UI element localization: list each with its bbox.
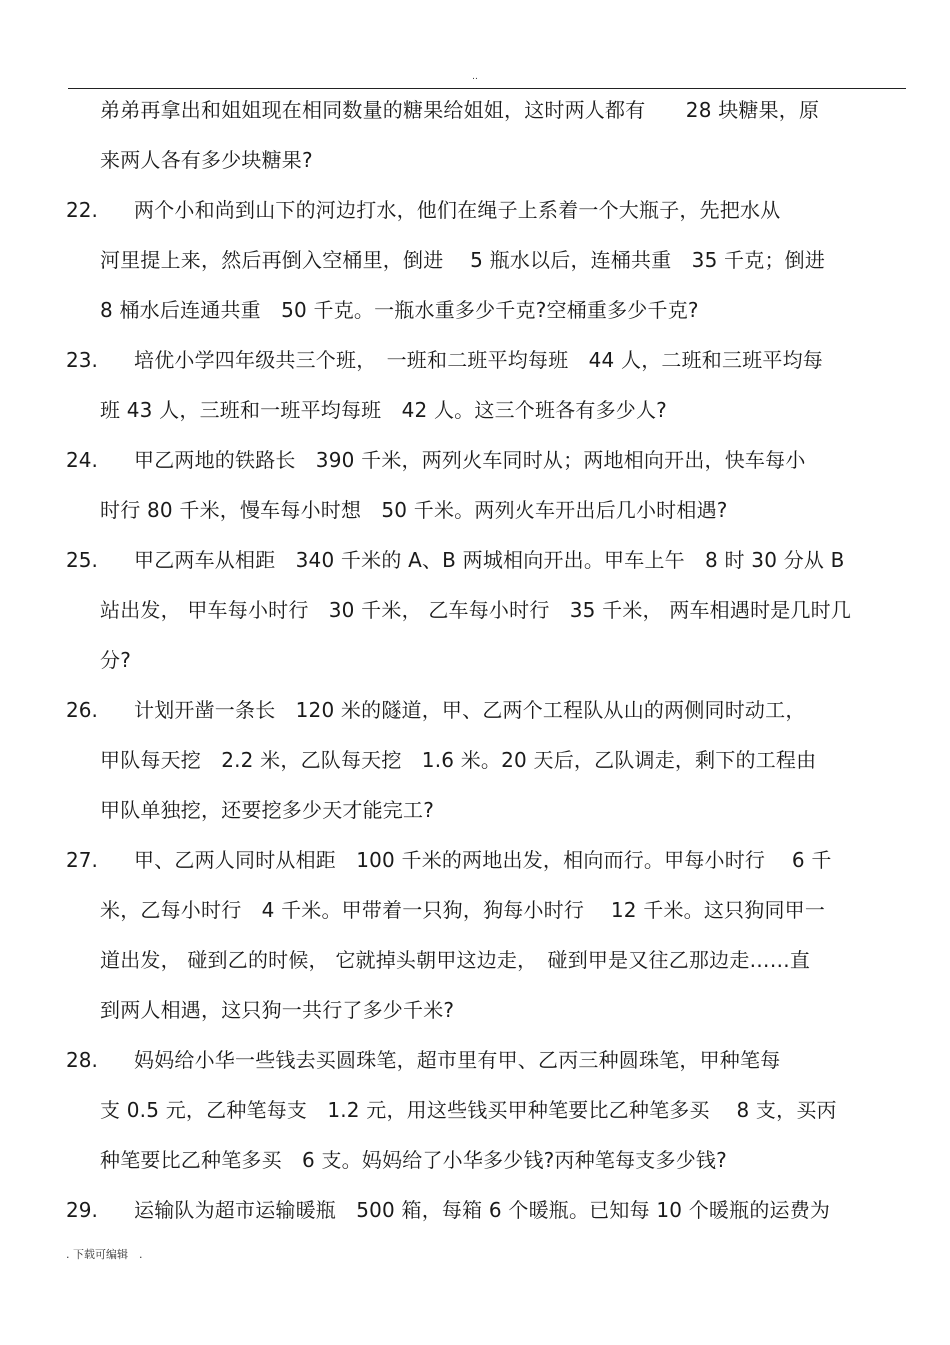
problem-line: 种笔要比乙种笔多买 6 支。妈妈给了小华多少钱?丙种笔每支多少钱? <box>100 1148 727 1172</box>
problem-line: 甲队单独挖，还要挖多少天才能完工? <box>100 798 435 822</box>
problem-line: 时行 80 千米，慢车每小时想 50 千米。两列火车开出后几小时相遇? <box>100 498 728 522</box>
problem-line: 8 桶水后连通共重 50 千克。一瓶水重多少千克?空桶重多少千克? <box>100 298 699 322</box>
intro-line: 来两人各有多少块糖果? <box>100 148 313 172</box>
header-mark: .. <box>472 72 478 82</box>
problem-line: 甲乙两车从相距 340 千米的 A、B 两城相向开出。甲车上午 8 时 30 分从 B <box>134 548 845 572</box>
problem-line: 到两人相遇，这只狗一共行了多少千米? <box>100 998 455 1022</box>
problem-line: 班 43 人，三班和一班平均每班 42 人。这三个班各有多少人? <box>100 398 667 422</box>
problem-line: 甲、乙两人同时从相距 100 千米的两地出发，相向而行。甲每小时行 6 千 <box>134 848 832 872</box>
problem-line: 站出发， 甲车每小时行 30 千米， 乙车每小时行 35 千米， 两车相遇时是几时几 <box>100 598 852 622</box>
problem-line: 妈妈给小华一些钱去买圆珠笔，超市里有甲、乙丙三种圆珠笔，甲种笔每 <box>134 1048 781 1072</box>
problem-number: 22. <box>66 198 98 222</box>
problem-number: 25. <box>66 548 98 572</box>
problem-line: 两个小和尚到山下的河边打水，他们在绳子上系着一个大瓶子，先把水从 <box>134 198 781 222</box>
problem-number: 29. <box>66 1198 98 1222</box>
problem-number: 23. <box>66 348 98 372</box>
problem-line: 河里提上来，然后再倒入空桶里，倒进 5 瓶水以后，连桶共重 35 千克；倒进 <box>100 248 826 272</box>
problem-line: 甲队每天挖 2.2 米，乙队每天挖 1.6 米。20 天后，乙队调走，剩下的工程由 <box>100 748 817 772</box>
problem-number: 28. <box>66 1048 98 1072</box>
problem-number: 26. <box>66 698 98 722</box>
problem-number: 24. <box>66 448 98 472</box>
problem-line: 分? <box>100 648 132 672</box>
header-rule <box>68 88 906 89</box>
problem-line: 培优小学四年级共三个班， 一班和二班平均每班 44 人，二班和三班平均每 <box>134 348 824 372</box>
problem-line: 支 0.5 元，乙种笔每支 1.2 元，用这些钱买甲种笔要比乙种笔多买 8 支，买丙 <box>100 1098 837 1122</box>
problem-line: 甲乙两地的铁路长 390 千米，两列火车同时从；两地相向开出，快车每小 <box>134 448 806 472</box>
intro-line: 弟弟再拿出和姐姐现在相同数量的糖果给姐姐，这时两人都有 28 块糖果，原 <box>100 98 820 122</box>
problem-number: 27. <box>66 848 98 872</box>
problem-line: 运输队为超市运输暖瓶 500 箱，每箱 6 个暖瓶。已知每 10 个暖瓶的运费为 <box>134 1198 831 1222</box>
problem-line: 米，乙每小时行 4 千米。甲带着一只狗，狗每小时行 12 千米。这只狗同甲一 <box>100 898 826 922</box>
page-footer: . 下载可编辑 . <box>66 1248 143 1261</box>
problem-line: 道出发， 碰到乙的时候， 它就掉头朝甲这边走， 碰到甲是又往乙那边走……直 <box>100 948 811 972</box>
problem-line: 计划开凿一条长 120 米的隧道，甲、乙两个工程队从山的两侧同时动工， <box>134 698 806 722</box>
